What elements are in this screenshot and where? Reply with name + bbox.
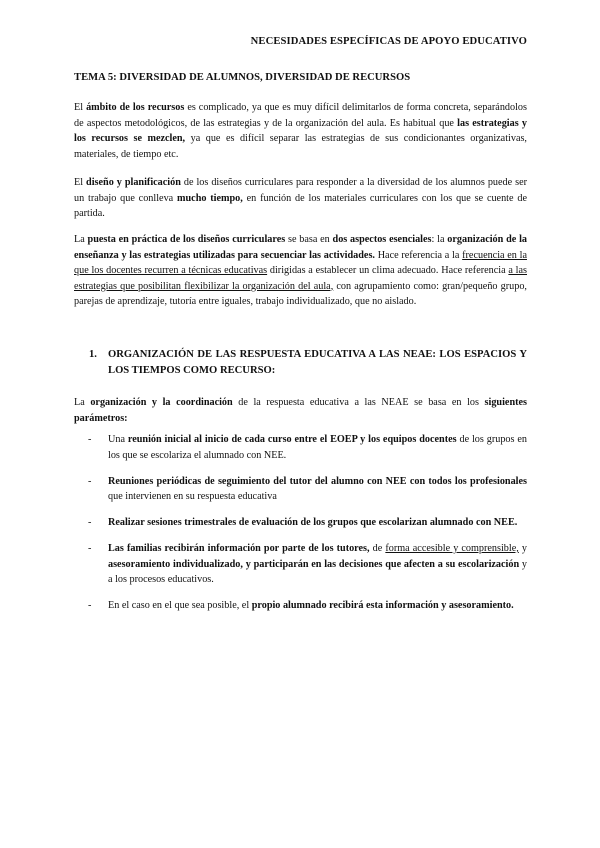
bullet-dash: -	[88, 517, 92, 528]
text-run: en función de los materiales curriculares con los que se cuente de partida.	[74, 192, 527, 219]
bold-run: diseño y planificación	[86, 177, 181, 188]
bold-run: mucho tiempo,	[177, 192, 243, 204]
text-run: de la respuesta educativa a las NEAE se basa en los	[232, 397, 485, 408]
section-heading	[90, 347, 527, 378]
text-run: con agrupamiento como: gran/pequeño grupo, parejas de aprendizaje, tutoría entre iguales, trabajo individualizado, que no aislado.	[74, 280, 527, 307]
list-item	[88, 541, 527, 588]
list-item	[88, 432, 527, 463]
underlined-run: forma accesible y comprensible,	[385, 543, 519, 554]
text-run: El	[74, 177, 87, 188]
text-run: y	[518, 543, 527, 554]
section-number: 1.	[89, 349, 97, 360]
paragraph-ambito-recursos	[74, 100, 527, 162]
text-run: ya que es difícil separar las estrategias de sus condicionantes organizativas, materiales, de tiempo etc.	[74, 133, 527, 160]
text-run: Hace referencia a la	[374, 249, 463, 261]
bullet-dash: -	[88, 600, 92, 611]
bold-run: organización de la enseñanza y las estrategias utilizadas para secuenciar las actividades.	[74, 234, 527, 261]
bold-run: Las familias recibirán información por parte de los tutores,	[108, 543, 370, 554]
paragraph-organizacion-coordinacion	[74, 395, 527, 426]
text-run: En el caso en el que sea posible, el	[108, 600, 252, 611]
text-run: de los grupos en los que se escolariza el alumnado con NEE.	[108, 434, 527, 461]
parameters-list	[88, 432, 527, 624]
bullet-dash: -	[88, 434, 92, 445]
bold-run: siguientes parámetros:	[74, 397, 527, 424]
tema-title: TEMA 5: DIVERSIDAD DE ALUMNOS, DIVERSIDAD DE RECURSOS	[74, 72, 411, 83]
text-run: Una	[108, 434, 128, 445]
text-run: La	[74, 234, 88, 245]
text-run: de	[369, 543, 386, 554]
text-run: y a los procesos educativos.	[108, 558, 528, 585]
text-run: La	[74, 397, 91, 408]
text-run: de los diseños curriculares para responder a la diversidad de los alumnos puede ser un trabajo que conlleva	[74, 177, 528, 204]
bold-run: reunión inicial al inicio de cada curso entre el EOEP y los equipos docentes	[127, 434, 457, 445]
text-run: es complicado, ya que es muy difícil delimitarlos de forma concreta, separándolos de aspectos metodológicos, de las estrategias y de la organización del aula. Es habitual que	[74, 102, 527, 129]
bullet-dash: -	[88, 475, 92, 487]
underlined-run: frecuencia en la que los docentes recurren a técnicas educativas	[74, 249, 527, 276]
text-run: dirigidas a establecer un clima adecuado. Hace referencia	[267, 265, 509, 276]
bold-run: asesoramiento individualizado, y participarán en las decisiones que afecten a su escolarización	[108, 558, 520, 570]
text-run: se basa en	[285, 234, 333, 245]
section-title: ORGANIZACIÓN DE LAS RESPUESTA EDUCATIVA A LAS NEAE: LOS ESPACIOS Y LOS TIEMPOS COMO RECURSO:	[108, 349, 527, 376]
bold-run: Reuniones periódicas de seguimiento del tutor del alumno con NEE con todos los profesionales	[108, 475, 527, 487]
list-item	[88, 474, 527, 505]
bold-run: propio alumnado recibirá esta información y asesoramiento.	[251, 600, 514, 611]
bullet-dash: -	[88, 543, 92, 554]
page-header: NECESIDADES ESPECÍFICAS DE APOYO EDUCATIVO	[250, 36, 527, 47]
bold-run: organización y la coordinación	[90, 397, 233, 408]
bold-run: dos aspectos esenciales	[332, 234, 432, 245]
bold-run: Realizar sesiones trimestrales de evaluación de los grupos que escolarizan alumnado con NEE.	[108, 517, 518, 528]
text-run: : la	[431, 234, 448, 245]
text-run: El	[74, 102, 87, 113]
paragraph-puesta-en-practica	[74, 232, 527, 310]
bold-run: las estrategias y los recursos se mezclen,	[74, 117, 528, 144]
list-item	[88, 598, 527, 614]
bold-run: puesta en práctica de los diseños curriculares	[87, 234, 286, 245]
bold-run: ámbito de los recursos	[86, 102, 185, 113]
text-run: que intervienen en su respuesta educativa	[108, 491, 277, 502]
list-item	[88, 515, 527, 531]
underlined-run: a las estrategias que posibilitan flexibilizar la organización del aula,	[74, 265, 527, 292]
paragraph-diseno-planificacion	[74, 175, 527, 222]
